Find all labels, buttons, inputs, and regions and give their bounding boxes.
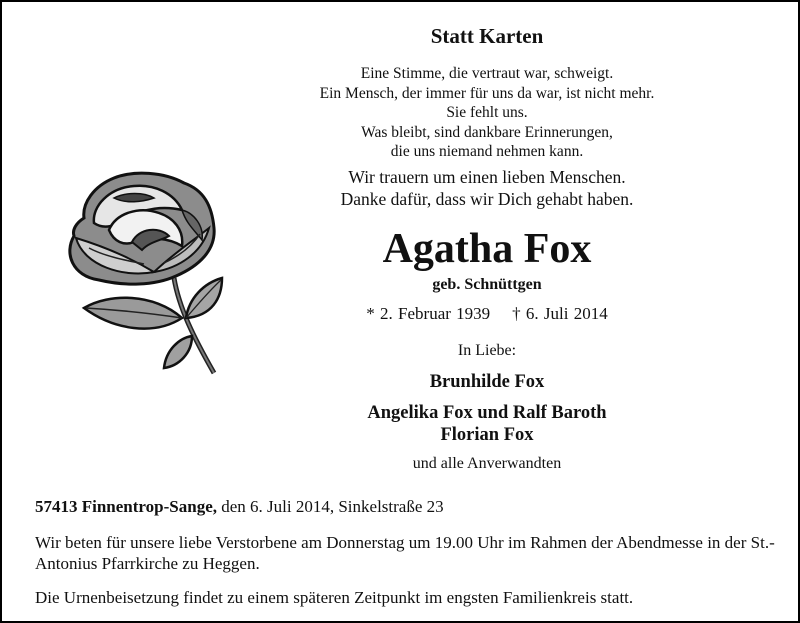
poem-line: die uns niemand nehmen kann.	[390, 143, 584, 160]
deceased-name: Agatha Fox	[382, 226, 592, 272]
poem	[272, 64, 702, 162]
notice-heading: Statt Karten	[430, 24, 544, 48]
family-member: Florian Fox	[440, 425, 534, 445]
mourning-line: Danke dafür, dass wir Dich gehabt haben.	[340, 189, 634, 209]
service-info: Wir beten für unsere liebe Verstorbene am Donnerstag um 19.00 Uhr im Rahmen der Abendmesse in der St.-Antonius Pfarrkirche zu Heggen.	[35, 533, 775, 573]
rose-illustration-icon	[54, 168, 232, 378]
life-dates	[272, 304, 702, 324]
birth-name: geb. Schnüttgen	[432, 276, 542, 293]
family-members	[272, 402, 702, 446]
place-name: 57413 Finnentrop-Sange,	[35, 497, 217, 516]
mourning-text	[272, 166, 702, 210]
in-love-label: In Liebe:	[457, 342, 517, 359]
birth-date: * 2. Februar 1939	[366, 304, 491, 323]
date-address: den 6. Juli 2014, Sinkelstraße 23	[217, 497, 444, 516]
family-member: Brunhilde Fox	[429, 372, 545, 392]
mourning-line: Wir trauern um einen lieben Menschen.	[348, 167, 626, 187]
poem-line: Was bleibt, sind dankbare Erinnerungen,	[361, 123, 613, 141]
poem-line: Ein Mensch, der immer für uns da war, ist nicht mehr.	[319, 84, 655, 102]
relatives-line: und alle Anverwandten	[412, 455, 562, 472]
poem-line: Eine Stimme, die vertraut war, schweigt.	[360, 65, 614, 82]
urn-burial-info: Die Urnenbeisetzung findet zu einem späteren Zeitpunkt im engsten Familienkreis statt.	[35, 588, 634, 607]
poem-line: Sie fehlt uns.	[446, 104, 528, 121]
place-date-line	[35, 496, 775, 517]
death-date: † 6. Juli 2014	[512, 304, 608, 323]
family-member: Angelika Fox und Ralf Baroth	[367, 403, 607, 423]
